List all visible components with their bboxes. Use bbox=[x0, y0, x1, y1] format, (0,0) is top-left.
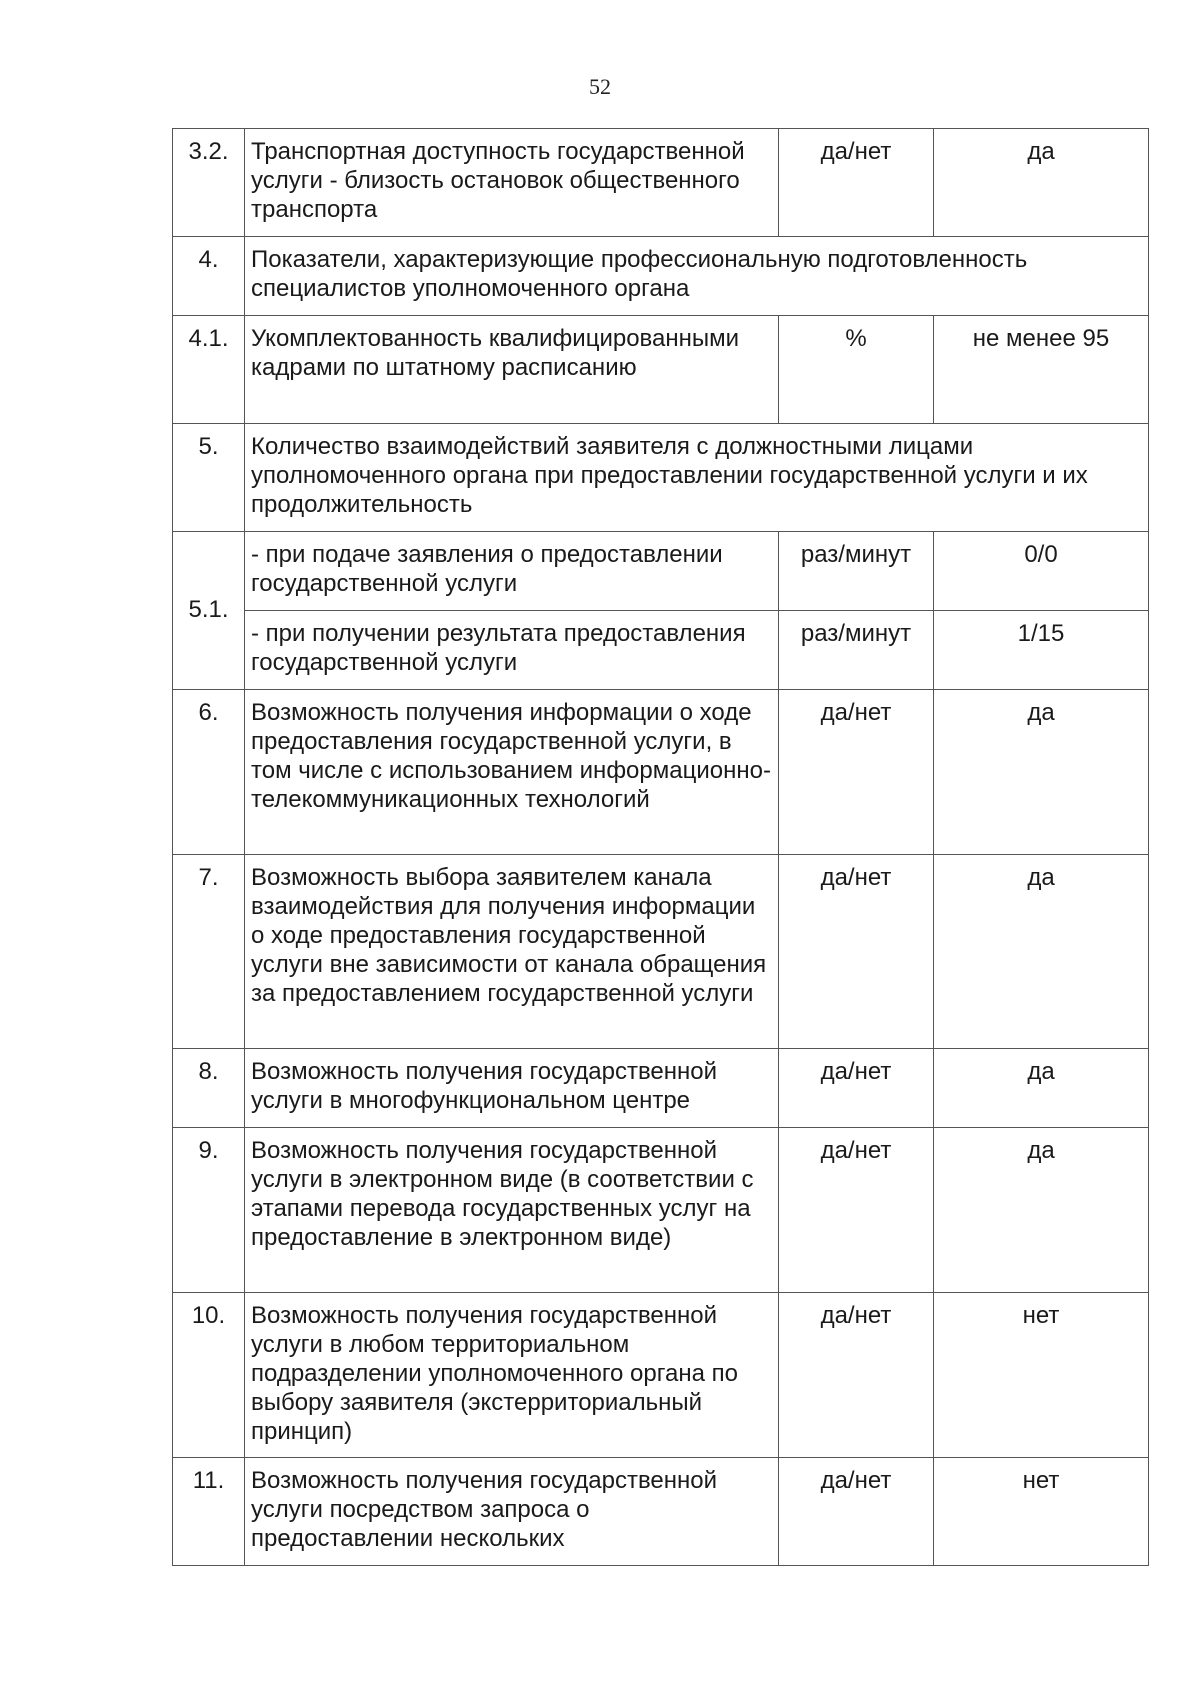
row-number: 8. bbox=[173, 1049, 245, 1128]
unit-of-measure: % bbox=[779, 316, 934, 424]
table-row bbox=[173, 532, 1149, 611]
unit-of-measure: да/нет bbox=[779, 855, 934, 1049]
row-number: 5. bbox=[173, 424, 245, 532]
unit-of-measure: раз/минут bbox=[779, 532, 934, 611]
table-row bbox=[173, 1049, 1149, 1128]
unit-of-measure: да/нет bbox=[779, 1049, 934, 1128]
indicator-description: Возможность получения государственной услуги посредством запроса о предоставлении нескольких bbox=[245, 1458, 779, 1566]
indicator-value: да bbox=[934, 1128, 1149, 1293]
row-number: 6. bbox=[173, 690, 245, 855]
unit-of-measure: да/нет bbox=[779, 1458, 934, 1566]
table-row bbox=[173, 855, 1149, 1049]
table-row bbox=[173, 129, 1149, 237]
indicator-value: не менее 95 bbox=[934, 316, 1149, 424]
table-row bbox=[173, 611, 1149, 690]
indicator-description: Возможность получения государственной услуги в любом территориальном подразделении уполномоченного органа по выбору заявителя (экстерриториальный принцип) bbox=[245, 1293, 779, 1458]
indicator-description: Возможность выбора заявителем канала взаимодействия для получения информации о ходе предоставления государственной услуги вне зависимости от канала обращения за предоставлением государственной услуги bbox=[245, 855, 779, 1049]
row-number: 4.1. bbox=[173, 316, 245, 424]
indicator-description: - при получении результата предоставления государственной услуги bbox=[245, 611, 779, 690]
section-title: Показатели, характеризующие профессиональную подготовленность специалистов уполномоченного органа bbox=[245, 237, 1149, 316]
indicator-value: нет bbox=[934, 1293, 1149, 1458]
unit-of-measure: да/нет bbox=[779, 1128, 934, 1293]
unit-of-measure: да/нет bbox=[779, 1293, 934, 1458]
section-row bbox=[173, 237, 1149, 316]
row-number: 5.1. bbox=[173, 532, 245, 690]
table-row bbox=[173, 1128, 1149, 1293]
row-number: 10. bbox=[173, 1293, 245, 1458]
unit-of-measure: да/нет bbox=[779, 129, 934, 237]
indicator-value: нет bbox=[934, 1458, 1149, 1566]
indicators-table bbox=[172, 128, 1149, 1566]
table-row bbox=[173, 1458, 1149, 1566]
section-title: Количество взаимодействий заявителя с должностными лицами уполномоченного органа при предоставлении государственной услуги и их продолжительность bbox=[245, 424, 1149, 532]
row-number: 9. bbox=[173, 1128, 245, 1293]
row-number: 11. bbox=[173, 1458, 245, 1566]
table-row bbox=[173, 1293, 1149, 1458]
indicator-description: Укомплектованность квалифицированными кадрами по штатному расписанию bbox=[245, 316, 779, 424]
row-number: 3.2. bbox=[173, 129, 245, 237]
indicator-description: Возможность получения государственной услуги в многофункциональном центре bbox=[245, 1049, 779, 1128]
page-number: 52 bbox=[589, 74, 611, 99]
indicator-value: 1/15 bbox=[934, 611, 1149, 690]
indicator-value: да bbox=[934, 1049, 1149, 1128]
indicator-value: да bbox=[934, 855, 1149, 1049]
indicator-description: Транспортная доступность государственной услуги - близость остановок общественного транспорта bbox=[245, 129, 779, 237]
row-number: 7. bbox=[173, 855, 245, 1049]
unit-of-measure: раз/минут bbox=[779, 611, 934, 690]
indicator-description: Возможность получения государственной услуги в электронном виде (в соответствии с этапами перевода государственных услуг на предоставление в электронном виде) bbox=[245, 1128, 779, 1293]
table-row bbox=[173, 690, 1149, 855]
indicator-value: да bbox=[934, 690, 1149, 855]
indicator-value: 0/0 bbox=[934, 532, 1149, 611]
row-number: 4. bbox=[173, 237, 245, 316]
unit-of-measure: да/нет bbox=[779, 690, 934, 855]
section-row bbox=[173, 424, 1149, 532]
table-row bbox=[173, 316, 1149, 424]
indicator-description: - при подаче заявления о предоставлении государственной услуги bbox=[245, 532, 779, 611]
indicator-value: да bbox=[934, 129, 1149, 237]
indicator-description: Возможность получения информации о ходе предоставления государственной услуги, в том числе с использованием информационно-телекоммуникационных технологий bbox=[245, 690, 779, 855]
